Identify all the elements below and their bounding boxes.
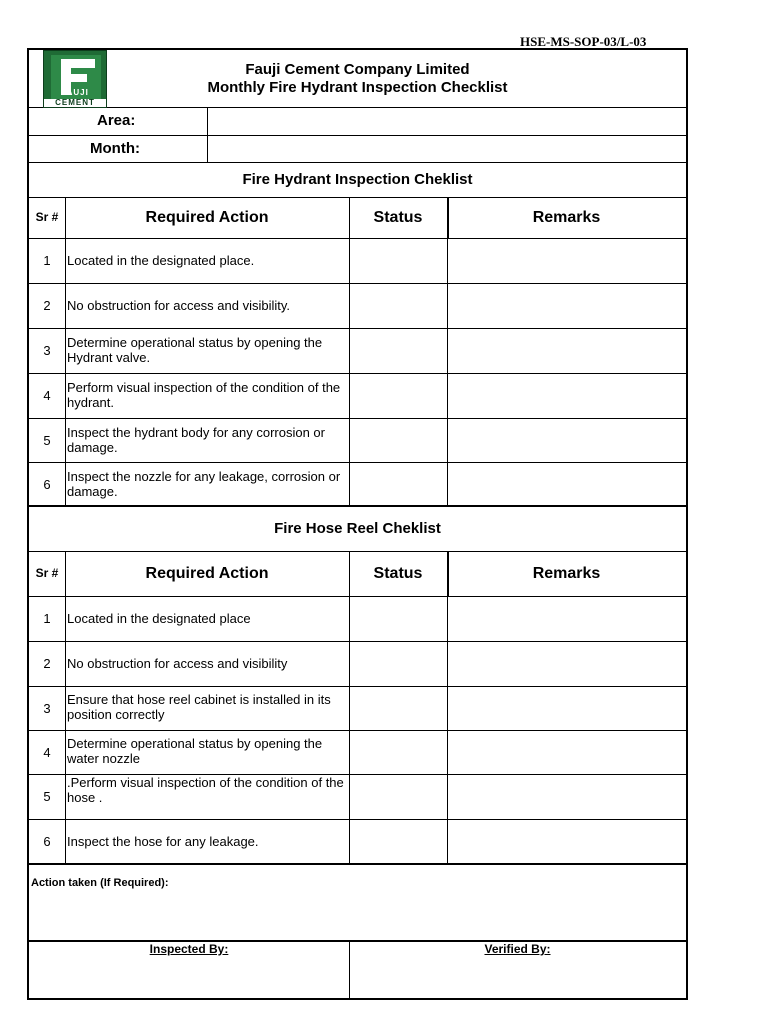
- row-action: Determine operational status by opening the water nozzle: [67, 736, 323, 766]
- row-number: 4: [43, 388, 51, 403]
- row-number: 3: [43, 701, 51, 716]
- hose-section-header: [29, 507, 686, 552]
- remarks-cell[interactable]: [447, 597, 686, 641]
- table-row: [29, 239, 686, 284]
- signature-section: [29, 942, 686, 1000]
- status-cell[interactable]: [349, 374, 447, 418]
- status-cell[interactable]: [349, 463, 447, 505]
- status-cell[interactable]: [349, 687, 447, 730]
- row-number: 4: [43, 745, 51, 760]
- table-row: [29, 329, 686, 374]
- status-cell[interactable]: [349, 284, 447, 328]
- row-action: No obstruction for access and visibility: [67, 656, 288, 671]
- remarks-cell[interactable]: [447, 284, 686, 328]
- table-row: [29, 687, 686, 731]
- row-action: Perform visual inspection of the condition of the hydrant.: [67, 380, 341, 410]
- checklist-form: [27, 48, 688, 1000]
- action-taken-label: Action taken (If Required):: [31, 877, 169, 889]
- col-remarks-header: Remarks: [532, 565, 601, 582]
- table-row: [29, 374, 686, 419]
- table-row: [29, 775, 686, 820]
- status-cell[interactable]: [349, 239, 447, 283]
- table-row: [29, 284, 686, 329]
- inspected-by-label: Inspected By:: [149, 942, 229, 956]
- row-action: .Perform visual inspection of the condition of the hose .: [67, 775, 344, 805]
- row-action: Ensure that hose reel cabinet is installed in its position correctly: [67, 692, 331, 722]
- col-remarks-header: Remarks: [532, 209, 601, 226]
- hydrant-table-header: [29, 198, 686, 239]
- row-number: 5: [43, 789, 51, 804]
- remarks-cell[interactable]: [447, 731, 686, 774]
- row-number: 1: [43, 253, 51, 268]
- hydrant-section-title: Fire Hydrant Inspection Cheklist: [242, 171, 473, 188]
- row-number: 6: [43, 834, 51, 849]
- row-action: Inspect the hydrant body for any corrosion or damage.: [67, 425, 325, 455]
- area-field[interactable]: [207, 108, 686, 135]
- row-action: Inspect the nozzle for any leakage, corrosion or damage.: [67, 469, 341, 499]
- row-number: 2: [43, 656, 51, 671]
- remarks-cell[interactable]: [447, 419, 686, 462]
- action-taken-section[interactable]: [29, 865, 686, 942]
- status-cell[interactable]: [349, 642, 447, 686]
- logo-top-text: FAUJI: [61, 88, 89, 97]
- remarks-cell[interactable]: [447, 374, 686, 418]
- row-number: 6: [43, 477, 51, 492]
- row-number: 3: [43, 343, 51, 358]
- status-cell[interactable]: [349, 820, 447, 863]
- hydrant-section-header: [29, 163, 686, 198]
- checklist-title: Monthly Fire Hydrant Inspection Checklist: [207, 79, 508, 96]
- table-row: [29, 820, 686, 865]
- col-sr-header: Sr #: [35, 566, 59, 580]
- row-action: Determine operational status by opening the Hydrant valve.: [67, 335, 323, 365]
- remarks-cell[interactable]: [447, 239, 686, 283]
- month-row: [29, 136, 686, 163]
- row-number: 1: [43, 611, 51, 626]
- remarks-cell[interactable]: [447, 642, 686, 686]
- remarks-cell[interactable]: [447, 775, 686, 819]
- row-action: Located in the designated place.: [67, 253, 255, 268]
- remarks-cell[interactable]: [447, 687, 686, 730]
- remarks-cell[interactable]: [447, 463, 686, 505]
- remarks-cell[interactable]: [447, 329, 686, 373]
- row-action: Inspect the hose for any leakage.: [67, 834, 259, 849]
- document-reference: HSE-MS-SOP-03/L-03: [520, 34, 647, 49]
- col-required-action-header: Required Action: [145, 565, 269, 582]
- hose-table-header: [29, 552, 686, 597]
- col-sr-header: Sr #: [35, 210, 59, 224]
- table-row: [29, 731, 686, 775]
- logo-bottom-text: CEMENT: [44, 99, 106, 107]
- table-row: [29, 597, 686, 642]
- row-action: No obstruction for access and visibility.: [67, 298, 291, 313]
- area-row: [29, 108, 686, 136]
- col-status-header: Status: [373, 565, 423, 582]
- status-cell[interactable]: [349, 329, 447, 373]
- verified-by-label: Verified By:: [484, 942, 551, 956]
- status-cell[interactable]: [349, 597, 447, 641]
- row-number: 5: [43, 433, 51, 448]
- area-label: Area:: [97, 112, 136, 129]
- row-action: Located in the designated place: [67, 611, 251, 626]
- table-row: [29, 463, 686, 507]
- table-row: [29, 642, 686, 687]
- status-cell[interactable]: [349, 419, 447, 462]
- row-number: 2: [43, 298, 51, 313]
- form-header: [29, 50, 686, 108]
- status-cell[interactable]: [349, 775, 447, 819]
- company-name: Fauji Cement Company Limited: [245, 61, 470, 78]
- hose-section-title: Fire Hose Reel Cheklist: [274, 520, 441, 537]
- status-cell[interactable]: [349, 731, 447, 774]
- col-status-header: Status: [373, 209, 423, 226]
- month-field[interactable]: [207, 136, 686, 162]
- table-row: [29, 419, 686, 463]
- col-required-action-header: Required Action: [145, 209, 269, 226]
- month-label: Month:: [90, 140, 140, 157]
- remarks-cell[interactable]: [447, 820, 686, 863]
